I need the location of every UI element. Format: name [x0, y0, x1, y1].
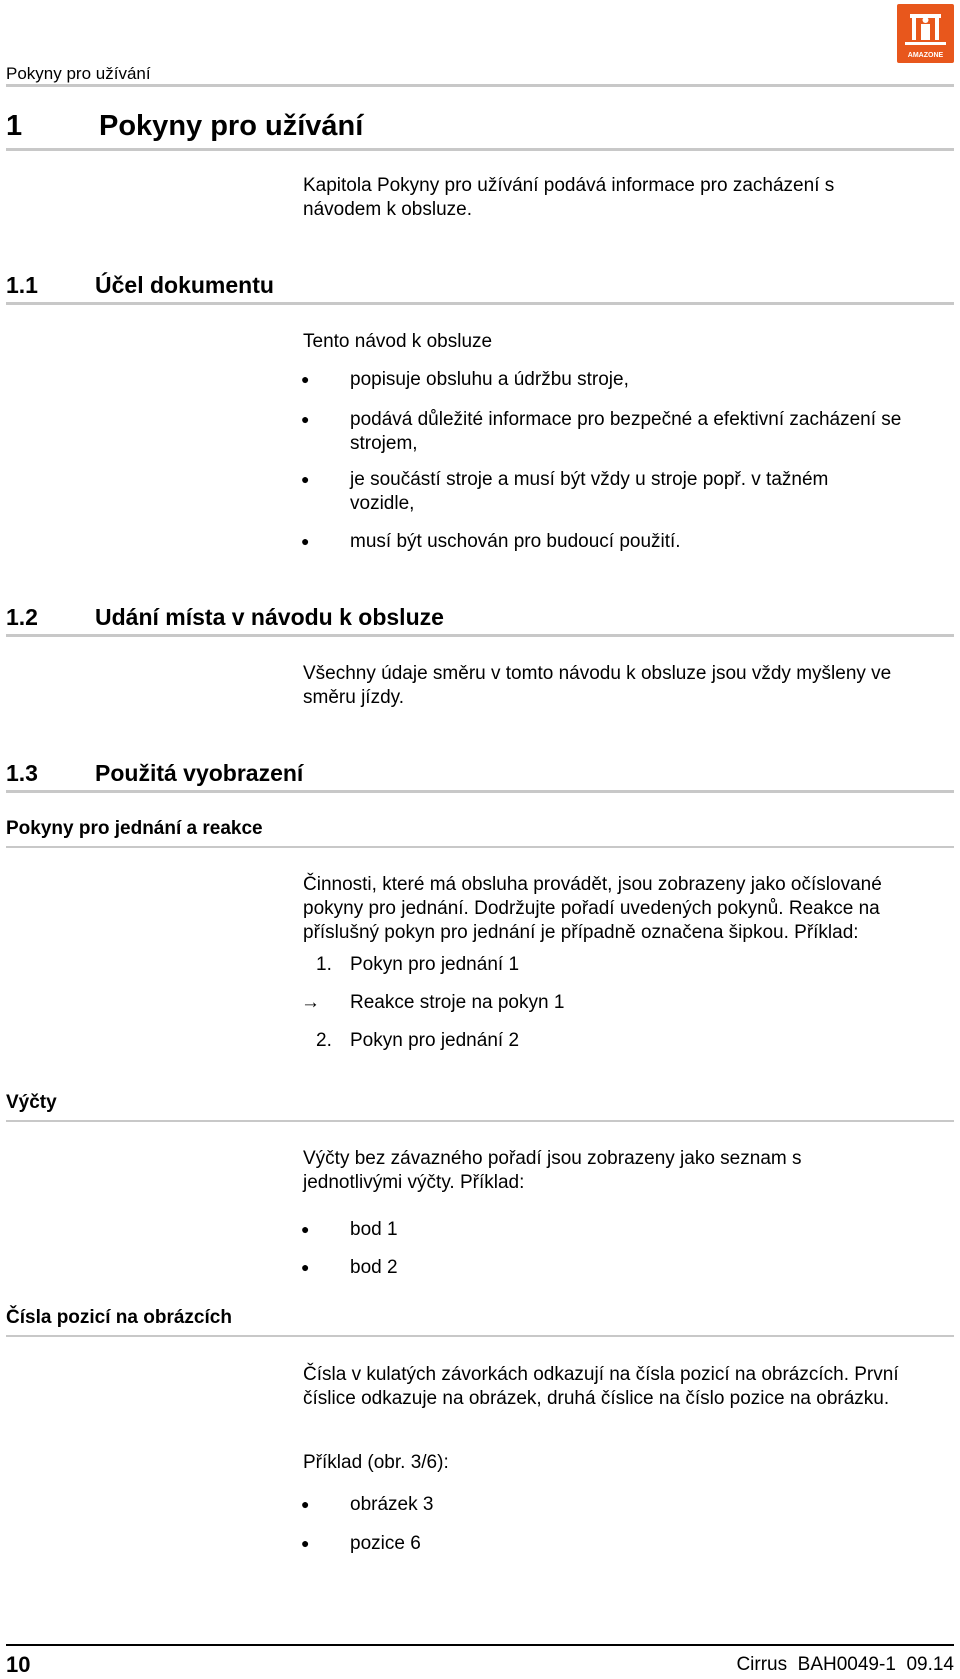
bullet-icon: ●: [301, 371, 310, 387]
running-title: Pokyny pro užívání: [6, 64, 151, 83]
section-rule-1-2: [6, 634, 954, 637]
step-text: Pokyn pro jednání 2: [350, 1030, 520, 1051]
page-number: 10: [6, 1652, 31, 1677]
bullet-icon: ●: [301, 411, 310, 427]
list-item: popisuje obsluhu a údržbu stroje,: [350, 369, 629, 390]
positions-example: Příklad (obr. 3/6):: [303, 1452, 449, 1473]
step-text: Pokyn pro jednání 1: [350, 954, 520, 975]
section-text-1-2: Všechny údaje směru v tomto návodu k obsluze jsou vždy myšleny ve směru jízdy.: [303, 663, 892, 708]
step-marker: 1.: [316, 954, 332, 975]
section-number-1-2: 1.2: [6, 604, 38, 630]
actions-text: Činnosti, které má obsluha provádět, jsou zobrazeny jako očíslované pokyny pro jednání. Dodržujte pořadí uvedených pokynů. Reakce na příslušný pokyn pro jednání je případně označena šipkou. Příklad:: [303, 874, 882, 943]
chapter-intro: Kapitola Pokyny pro užívání podává informace pro zacházení s návodem k obsluze.: [303, 175, 835, 220]
step-text: Reakce stroje na pokyn 1: [350, 992, 565, 1013]
bullet-icon: ●: [301, 1221, 310, 1237]
chapter-rule: [6, 148, 954, 151]
section-title-1-1: Účel dokumentu: [95, 272, 274, 298]
section-title-1-3: Použitá vyobrazení: [95, 760, 304, 786]
list-item: musí být uschován pro budoucí použití.: [350, 531, 681, 552]
section-intro-1-1: Tento návod k obsluze: [303, 331, 493, 352]
list-item: pozice 6: [350, 1533, 421, 1554]
list-item: je součástí stroje a musí být vždy u stroje popř. v tažném vozidle,: [350, 469, 829, 514]
amazone-logo-icon: [897, 4, 954, 63]
subsection-rule-actions: [6, 846, 954, 848]
step-marker: 2.: [316, 1030, 332, 1051]
subsection-title-lists: Výčty: [6, 1092, 57, 1113]
lists-text: Výčty bez závazného pořadí jsou zobrazeny jako seznam s jednotlivými výčty. Příklad:: [303, 1148, 802, 1193]
document-id: Cirrus BAH0049-1 09.14: [736, 1654, 954, 1675]
section-rule-1-3: [6, 790, 954, 793]
bullet-icon: ●: [301, 1259, 310, 1275]
bullet-icon: ●: [301, 1535, 310, 1551]
bullet-icon: ●: [301, 533, 310, 549]
footer-rule: [6, 1644, 954, 1646]
list-item: podává důležité informace pro bezpečné a efektivní zacházení se strojem,: [350, 409, 902, 454]
subsection-rule-lists: [6, 1120, 954, 1122]
subsection-title-actions: Pokyny pro jednání a reakce: [6, 818, 263, 839]
chapter-number: 1: [6, 110, 23, 142]
list-item: obrázek 3: [350, 1494, 434, 1515]
bullet-icon: ●: [301, 1496, 310, 1512]
list-item: bod 2: [350, 1257, 398, 1278]
subsection-title-positions: Čísla pozicí na obrázcích: [6, 1307, 232, 1328]
positions-text: Čísla v kulatých závorkách odkazují na čísla pozicí na obrázcích. První číslice odkazuje na obrázek, druhá číslice na číslo pozice na obrázku.: [303, 1364, 899, 1409]
chapter-title: Pokyny pro užívání: [99, 110, 364, 142]
section-title-1-2: Udání místa v návodu k obsluze: [95, 604, 444, 630]
subsection-rule-positions: [6, 1335, 954, 1337]
amazone-logo: [897, 4, 954, 63]
arrow-right-icon: →: [301, 992, 320, 1013]
section-number-1-3: 1.3: [6, 760, 38, 786]
list-item: bod 1: [350, 1219, 398, 1240]
bullet-icon: ●: [301, 471, 310, 487]
section-number-1-1: 1.1: [6, 272, 38, 298]
section-rule-1-1: [6, 302, 954, 305]
svg-text:AMAZONE: AMAZONE: [907, 52, 944, 59]
header-rule: [6, 84, 954, 87]
